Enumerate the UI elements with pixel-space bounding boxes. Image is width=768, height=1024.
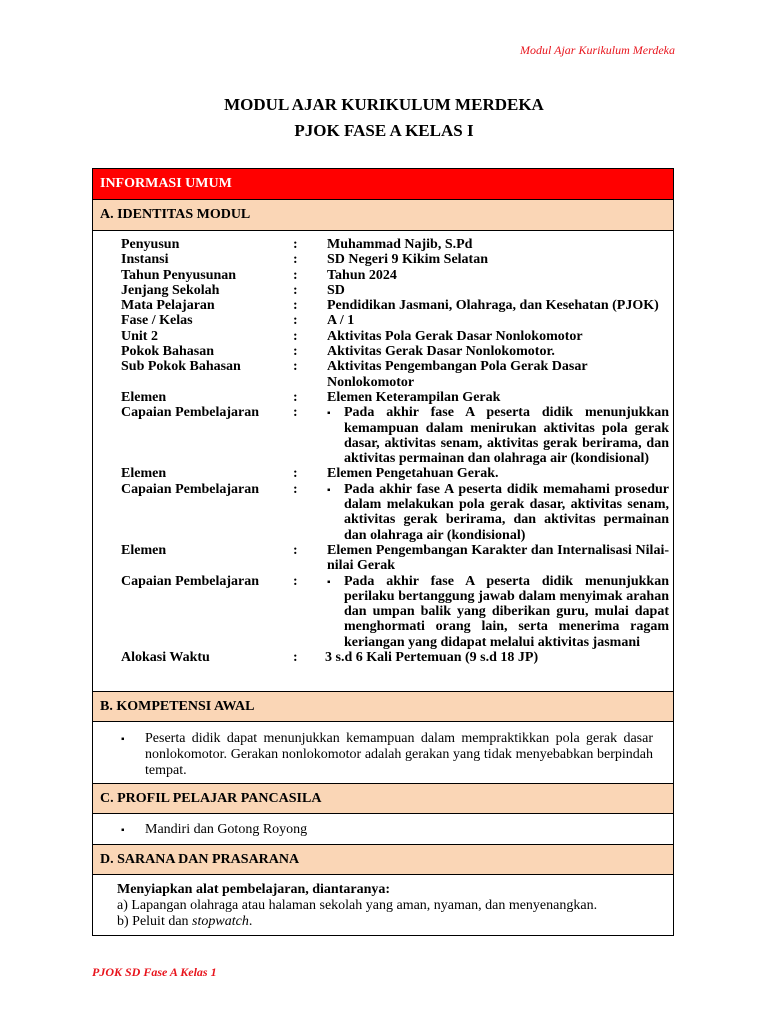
row-cp-2: Capaian Pembelajaran : ▪ Pada akhir fase A peserta didik memahami prosedur dalam melakukan pola gerak dasar, aktivitas senam, aktivitas gerak berirama, dan aktivitas permainan dan olahraga air (kondisional) xyxy=(121,481,669,543)
row-mapel: Mata Pelajaran : Pendidikan Jasmani, Olahraga, dan Kesehatan (PJOK) xyxy=(121,298,659,314)
footer-note: PJOK SD Fase A Kelas 1 xyxy=(92,965,217,979)
bullet-icon: ▪ xyxy=(327,576,331,588)
sarana-content xyxy=(117,882,657,930)
section-informasi-umum: INFORMASI UMUM xyxy=(93,169,673,200)
kompetensi-item: ▪ Peserta didik dapat menunjukkan kemampuan dalam mempraktikkan pola gerak dasar nonlokomotor. Gerakan nonlokomotor adalah gerakan yang tidak menyebabkan berpindah tempat. xyxy=(121,731,653,778)
bullet-icon: ▪ xyxy=(121,825,125,836)
section-profil-pelajar: C. PROFIL PELAJAR PANCASILA xyxy=(93,783,673,814)
row-pokok-bahasan: Pokok Bahasan : Aktivitas Gerak Dasar Nonlokomotor. xyxy=(121,344,555,360)
sarana-intro: Menyiapkan alat pembelajaran, diantaranya: xyxy=(117,882,391,897)
sarana-item-a: a) Lapangan olahraga atau halaman sekolah yang aman, nyaman, dan menyenangkan. xyxy=(117,898,598,913)
row-elemen-2: Elemen : Elemen Pengetahuan Gerak. xyxy=(121,466,499,482)
document-subtitle: PJOK FASE A KELAS I xyxy=(294,121,474,140)
row-cp-3: Capaian Pembelajaran : ▪ Pada akhir fase A peserta didik menunjukkan perilaku bertanggung jawab dalam menyimak arahan dan umpan balik yang diberikan guru, mulai dapat menghormati orang lain, serta menerima ragam keriangan yang didapat melalui aktivitas jasmani xyxy=(121,573,669,650)
row-sub-pokok: Sub Pokok Bahasan : Aktivitas Pengembangan Pola Gerak Dasar Nonlokomotor xyxy=(121,359,588,390)
identitas-list xyxy=(121,237,669,665)
bullet-icon: ▪ xyxy=(327,408,331,420)
row-penyusun: Penyusun : Muhammad Najib, S.Pd xyxy=(121,237,473,252)
section-identitas-modul: A. IDENTITAS MODUL xyxy=(93,200,673,231)
section-sarana-prasarana: D. SARANA DAN PRASARANA xyxy=(93,844,673,875)
row-cp-1: Capaian Pembelajaran : ▪ Pada akhir fase A peserta didik menunjukkan kemampuan dalam menirukan aktivitas pola gerak dasar, aktivitas senam, aktivitas gerak berirama, dan aktivitas permainan dan olahraga air (kondisional) xyxy=(121,405,669,467)
row-alokasi: Alokasi Waktu : 3 s.d 6 Kali Pertemuan (9 s.d 18 JP) xyxy=(121,650,539,666)
bullet-icon: ▪ xyxy=(327,484,331,496)
row-tahun: Tahun Penyusunan : Tahun 2024 xyxy=(121,267,397,283)
profil-item: ▪ Mandiri dan Gotong Royong xyxy=(121,822,308,837)
module-table xyxy=(92,168,674,936)
row-instansi: Instansi : SD Negeri 9 Kikim Selatan xyxy=(121,252,488,268)
sarana-item-b: b) Peluit dan stopwatch. xyxy=(117,914,253,929)
document-title: MODUL AJAR KURIKULUM MERDEKA xyxy=(224,95,544,114)
row-jenjang: Jenjang Sekolah : SD xyxy=(121,282,345,298)
row-fase: Fase / Kelas : A / 1 xyxy=(121,313,355,329)
header-note: Modul Ajar Kurikulum Merdeka xyxy=(520,43,675,57)
section-kompetensi-awal: B. KOMPETENSI AWAL xyxy=(93,691,673,722)
row-elemen-1: Elemen : Elemen Keterampilan Gerak xyxy=(121,389,501,405)
bullet-icon: ▪ xyxy=(121,734,125,745)
row-elemen-3: Elemen : Elemen Pengembangan Karakter dan Internalisasi Nilai- nilai Gerak xyxy=(121,542,669,574)
row-unit: Unit 2 : Aktivitas Pola Gerak Dasar Nonlokomotor xyxy=(121,328,583,344)
